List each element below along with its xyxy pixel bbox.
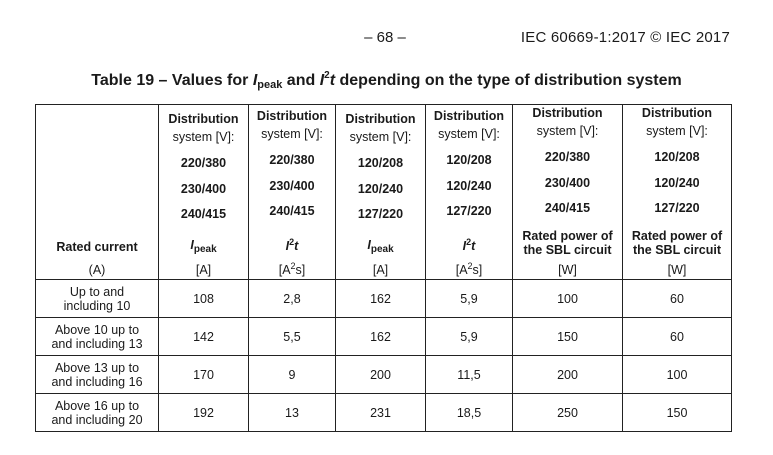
row-label-line2: including 10 bbox=[63, 298, 131, 313]
symbol-peak-subscript: peak bbox=[370, 244, 394, 255]
rated-power-label-line2: the SBL circuit bbox=[633, 243, 721, 257]
row-label-cell bbox=[36, 394, 159, 432]
voltage-value: 120/240 bbox=[357, 182, 404, 196]
title-i2t-symbol: I bbox=[319, 72, 325, 89]
ipeak-symbol bbox=[190, 238, 216, 257]
column-header bbox=[159, 105, 249, 280]
table-cell: 200 bbox=[336, 356, 426, 394]
symbol-i: I bbox=[190, 238, 194, 252]
voltage-value: 240/415 bbox=[544, 201, 591, 215]
unit-label: [W] bbox=[667, 263, 687, 277]
distribution-label-line2: system [V]: bbox=[646, 124, 708, 138]
column-header bbox=[249, 105, 336, 280]
voltage-value: 240/415 bbox=[180, 207, 227, 221]
table-cell: 162 bbox=[336, 280, 426, 318]
table-row bbox=[36, 280, 732, 318]
table-cell: 60 bbox=[623, 280, 732, 318]
unit-label: [W] bbox=[558, 263, 577, 277]
table-row bbox=[36, 318, 732, 356]
table-cell: 150 bbox=[513, 318, 623, 356]
row-label-line1: Above 10 up to bbox=[54, 322, 140, 337]
distribution-label: Distribution bbox=[256, 109, 328, 123]
symbol-peak-subscript: peak bbox=[193, 244, 217, 255]
ipeak-symbol bbox=[367, 238, 393, 257]
unit-label: [A] bbox=[372, 263, 389, 277]
rated-power-label: Rated power of bbox=[631, 229, 723, 243]
voltage-value: 220/380 bbox=[180, 156, 227, 170]
column-header bbox=[336, 105, 426, 280]
symbol-squared: 2 bbox=[289, 237, 295, 247]
title-i2t-t: t bbox=[329, 72, 336, 89]
table-cell: 5,9 bbox=[426, 280, 513, 318]
table-cell: 200 bbox=[513, 356, 623, 394]
distribution-label: Distribution bbox=[433, 109, 505, 123]
distribution-label: Distribution bbox=[532, 106, 603, 120]
table-title bbox=[0, 70, 773, 91]
table-row bbox=[36, 356, 732, 394]
table-cell: 18,5 bbox=[426, 394, 513, 432]
symbol-t: t bbox=[294, 239, 299, 253]
table-cell: 2,8 bbox=[249, 280, 336, 318]
distribution-label-line2: system [V]: bbox=[536, 124, 599, 138]
table-cell: 11,5 bbox=[426, 356, 513, 394]
unit-superscript: 2 bbox=[290, 261, 296, 271]
row-label-line2: and including 20 bbox=[51, 412, 143, 427]
table-header-row bbox=[36, 105, 732, 280]
voltage-value: 120/240 bbox=[654, 176, 700, 190]
title-suffix: depending on the type of distribution system bbox=[335, 72, 682, 89]
voltage-value: 120/208 bbox=[357, 156, 404, 170]
voltage-value: 120/208 bbox=[654, 150, 700, 164]
voltage-value: 220/380 bbox=[544, 150, 591, 164]
rated-power-label-line2: the SBL circuit bbox=[523, 243, 612, 257]
rated-power-label: Rated power of bbox=[522, 229, 613, 243]
voltage-value: 240/415 bbox=[269, 204, 315, 218]
title-i2t-superscript: 2 bbox=[324, 70, 330, 81]
title-middle: and bbox=[282, 72, 320, 89]
unit-superscript: 2 bbox=[467, 261, 473, 271]
page-number: – 68 – bbox=[364, 29, 406, 46]
table-cell: 142 bbox=[159, 318, 249, 356]
table-cell: 162 bbox=[336, 318, 426, 356]
voltage-value: 230/400 bbox=[269, 179, 315, 193]
values-table bbox=[35, 104, 732, 432]
voltage-value: 120/240 bbox=[446, 179, 492, 193]
row-label-cell bbox=[36, 280, 159, 318]
title-ipeak-subscript: peak bbox=[257, 79, 283, 91]
row-label-line2: and including 13 bbox=[51, 336, 143, 351]
voltage-value: 127/220 bbox=[357, 207, 404, 221]
symbol-i: I bbox=[285, 239, 290, 253]
column-header bbox=[513, 105, 623, 280]
row-label-line1: Above 16 up to bbox=[54, 398, 140, 413]
symbol-squared: 2 bbox=[466, 237, 472, 247]
voltage-value: 230/400 bbox=[544, 176, 591, 190]
rated-current-label: Rated current bbox=[56, 240, 138, 254]
unit-prefix: [A bbox=[455, 263, 468, 277]
symbol-i: I bbox=[462, 239, 467, 253]
table-cell: 60 bbox=[623, 318, 732, 356]
distribution-label-line2: system [V]: bbox=[172, 130, 235, 144]
table-cell: 100 bbox=[513, 280, 623, 318]
i2t-symbol bbox=[463, 235, 476, 253]
voltage-value: 127/220 bbox=[654, 201, 700, 215]
table-cell: 5,9 bbox=[426, 318, 513, 356]
table-cell: 250 bbox=[513, 394, 623, 432]
table-cell: 9 bbox=[249, 356, 336, 394]
row-label-line2: and including 16 bbox=[51, 374, 143, 389]
unit-label bbox=[279, 259, 306, 277]
table-cell: 108 bbox=[159, 280, 249, 318]
distribution-label-line2: system [V]: bbox=[261, 127, 323, 141]
unit-label: [A] bbox=[195, 263, 212, 277]
table-cell: 13 bbox=[249, 394, 336, 432]
unit-prefix: [A bbox=[278, 263, 291, 277]
document-reference: IEC 60669-1:2017 © IEC 2017 bbox=[520, 29, 730, 46]
rated-current-unit: (A) bbox=[88, 263, 106, 277]
row-label-cell bbox=[36, 318, 159, 356]
column-header bbox=[426, 105, 513, 280]
table-cell: 192 bbox=[159, 394, 249, 432]
table-row bbox=[36, 394, 732, 432]
voltage-value: 120/208 bbox=[446, 153, 492, 167]
row-label-cell bbox=[36, 356, 159, 394]
distribution-label-line2: system [V]: bbox=[349, 130, 412, 144]
table-cell: 100 bbox=[623, 356, 732, 394]
voltage-value: 230/400 bbox=[180, 182, 227, 196]
distribution-label: Distribution bbox=[345, 112, 416, 126]
distribution-label: Distribution bbox=[641, 106, 713, 120]
unit-label bbox=[456, 259, 483, 277]
distribution-label: Distribution bbox=[168, 112, 239, 126]
row-label-line1: Up to and bbox=[69, 284, 125, 299]
voltage-value: 220/380 bbox=[269, 153, 315, 167]
voltage-value: 127/220 bbox=[446, 204, 492, 218]
table-cell: 170 bbox=[159, 356, 249, 394]
distribution-label-line2: system [V]: bbox=[438, 127, 500, 141]
rated-current-header bbox=[36, 105, 159, 280]
row-label-line1: Above 13 up to bbox=[54, 360, 140, 375]
table-cell: 231 bbox=[336, 394, 426, 432]
title-ipeak-symbol: I bbox=[252, 72, 258, 89]
column-header bbox=[623, 105, 732, 280]
table-cell: 5,5 bbox=[249, 318, 336, 356]
i2t-symbol bbox=[286, 235, 299, 253]
unit-suffix: s] bbox=[472, 263, 483, 277]
symbol-i: I bbox=[367, 238, 371, 252]
symbol-t: t bbox=[471, 239, 476, 253]
title-prefix: Table 19 – Values for bbox=[91, 72, 253, 89]
table-cell: 150 bbox=[623, 394, 732, 432]
unit-suffix: s] bbox=[295, 263, 306, 277]
